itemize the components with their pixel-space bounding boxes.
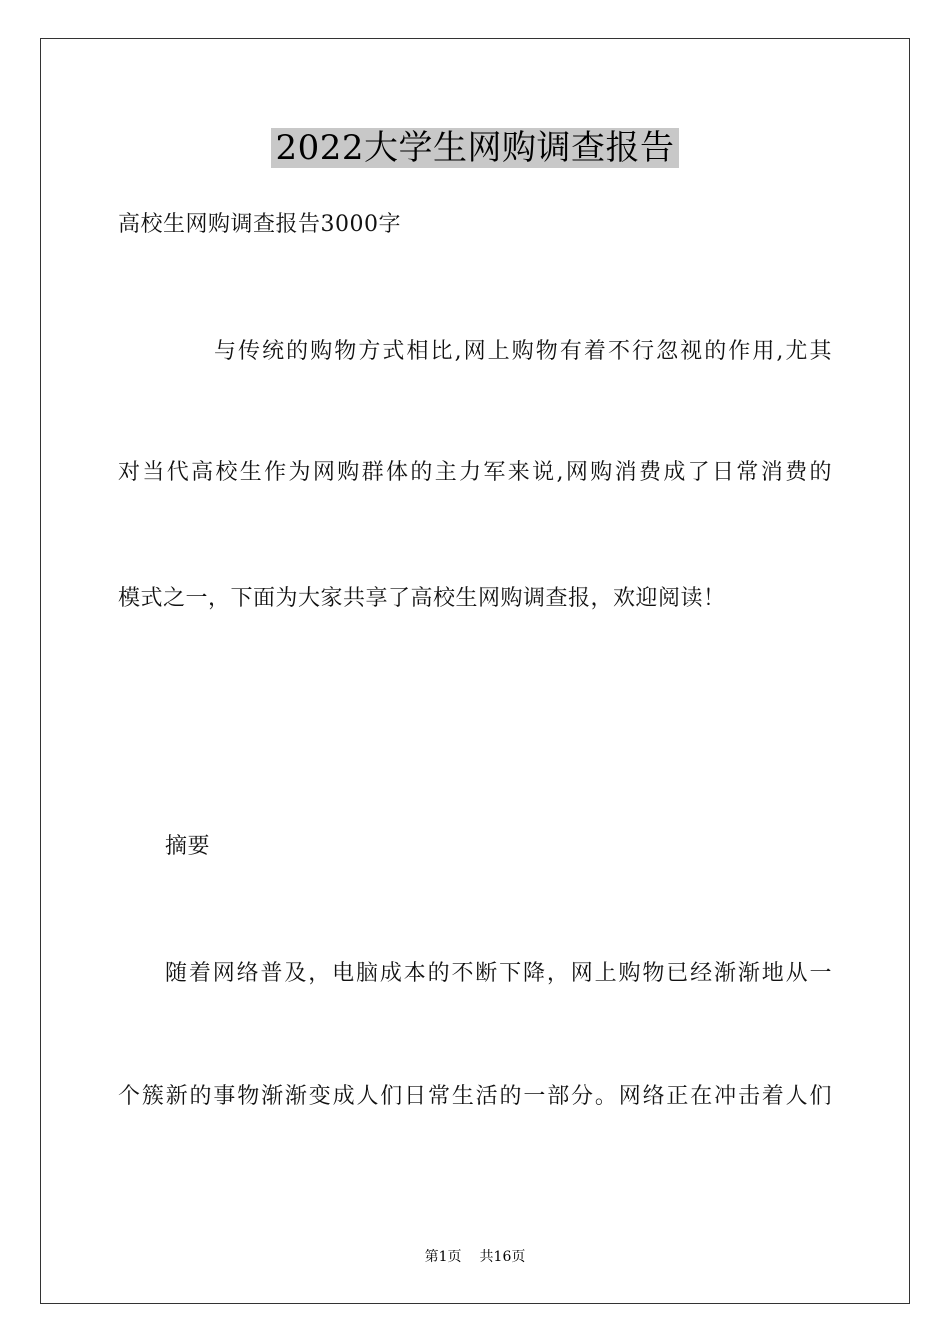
section-heading-abstract: 摘要	[165, 834, 211, 859]
total-pages: 共16页	[479, 1249, 526, 1265]
paragraph-2-line-1: 随着网络普及，电脑成本的不断下降，网上购物已经渐渐地从一	[165, 961, 832, 986]
title-wrapper	[0, 128, 950, 168]
paragraph-1-line-2: 对当代高校生作为网购群体的主力军来说,网购消费成了日常消费的	[118, 460, 832, 485]
page-footer	[0, 1248, 950, 1266]
paragraph-1-line-3: 模式之一，下面为大家共享了高校生网购调查报，欢迎阅读！	[118, 586, 726, 611]
document-title: 2022大学生网购调查报告	[271, 128, 678, 168]
document-subtitle: 高校生网购调查报告3000字	[118, 212, 401, 237]
paragraph-2-line-2: 个簇新的事物渐渐变成人们日常生活的一部分。网络正在冲击着人们	[118, 1084, 832, 1109]
page-number: 第1页	[424, 1249, 462, 1265]
paragraph-1-line-1: 与传统的购物方式相比,网上购物有着不行忽视的作用,尤其	[214, 339, 832, 364]
